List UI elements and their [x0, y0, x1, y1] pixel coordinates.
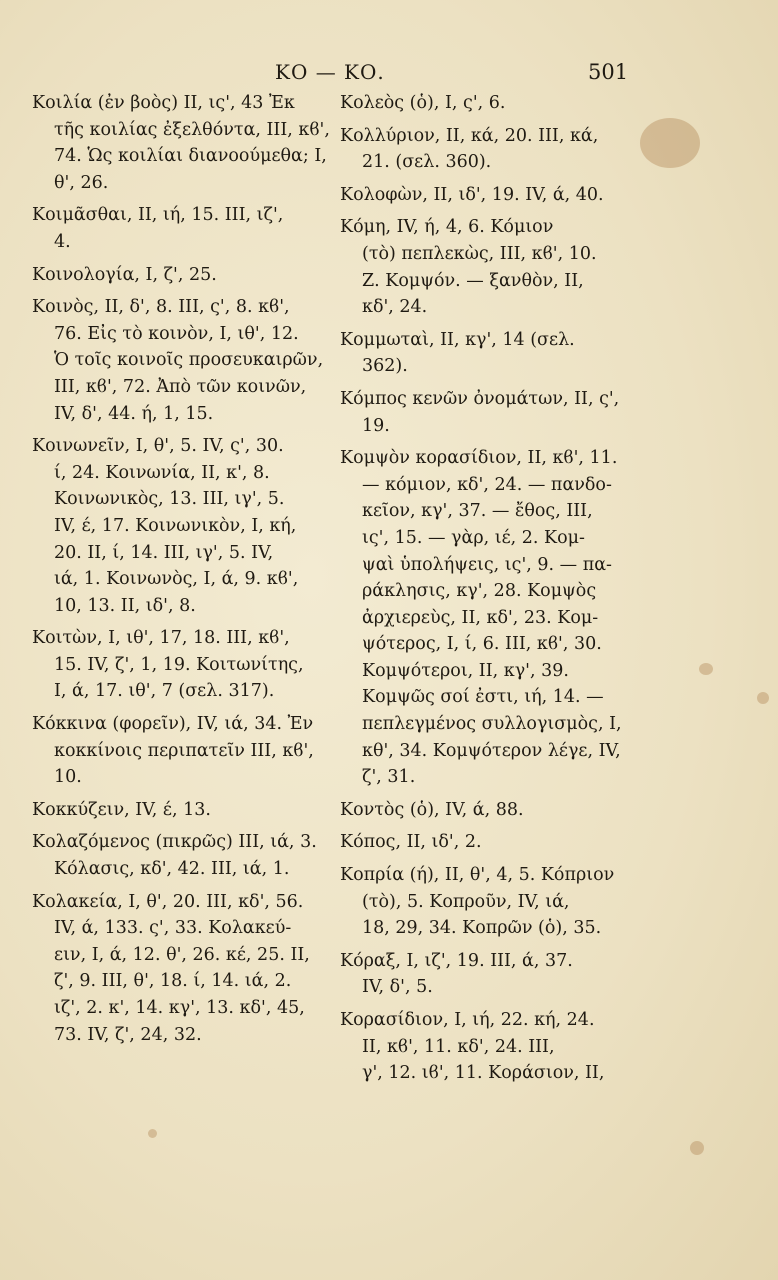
entry-line: 15. IV, ζ', 1, 19. Κοιτωνίτης, — [54, 654, 304, 675]
entry-line: Κοινολογία, I, ζ', 25. — [32, 264, 217, 285]
entry-line: IV, δ', 44. ή, 1, 15. — [54, 403, 214, 424]
entry-line: Κόκκινα (φορεῖν), IV, ιά, 34. Ἐν — [32, 714, 314, 735]
entry-line: Κολλύριον, II, κά, 20. III, κά, — [340, 125, 599, 146]
entry-line: Κολεὸς (ὁ), I, ς', 6. — [340, 93, 506, 113]
entry-line: ψαὶ ὑπολήψεις, ις', 9. — πα- — [362, 554, 612, 575]
entry-line: Κόμη, IV, ή, 4, 6. Κόμιον — [340, 217, 554, 238]
entry-line: ί, 24. Κοινωνία, II, κ', 8. — [54, 462, 270, 483]
entry-line: IV, έ, 17. Κοινωνικὸν, I, κή, — [54, 515, 297, 536]
index-entry — [32, 202, 322, 255]
entry-line: III, κϐ', 72. Ἀπὸ τῶν κοινῶν, — [54, 376, 307, 397]
index-entry — [340, 123, 630, 176]
index-entry — [32, 294, 322, 427]
entry-line: ζ', 31. — [362, 767, 416, 788]
index-entry — [32, 889, 322, 1049]
entry-line: ψότερος, I, ί, 6. III, κϐ', 30. — [362, 634, 602, 655]
entry-line: κδ', 24. — [362, 297, 428, 318]
entry-line: Κολοφὼν, II, ιδ', 19. IV, ά, 40. — [340, 184, 604, 205]
entry-line: Κόμπος κενῶν ὀνομάτων, II, ς', — [340, 388, 620, 409]
entry-line: 4. — [54, 231, 71, 252]
entry-line: ις', 15. — γὰρ, ιέ, 2. Κομ- — [362, 527, 585, 548]
paper-stain — [757, 692, 769, 704]
entry-line: 21. (σελ. 360). — [362, 152, 492, 173]
index-entry — [340, 214, 630, 320]
entry-line: II, κϐ', 11. κδ', 24. III, — [362, 1036, 555, 1057]
index-entry — [340, 445, 630, 791]
entry-line: Κοιλία (ἐν βοὸς) II, ις', 43 Ἐκ — [32, 93, 295, 113]
entry-line: IV, ά, 133. ς', 33. Κολακεύ- — [54, 918, 292, 939]
entry-line: 10. — [54, 767, 82, 788]
entry-line: ράκλησις, κγ', 28. Κομψὸς — [362, 581, 597, 602]
index-entry — [32, 262, 322, 289]
entry-line: Κόραξ, I, ιζ', 19. III, ά, 37. — [340, 950, 573, 971]
index-entry — [32, 90, 330, 196]
entry-line: Κόπος, II, ιδ', 2. — [340, 832, 482, 853]
left-column — [32, 90, 330, 1054]
entry-line: κθ', 34. Κομψότερον λέγε, IV, — [362, 740, 621, 761]
entry-line: ειν, I, ά, 12. θ', 26. κέ, 25. II, — [54, 944, 310, 965]
index-entry — [340, 327, 630, 380]
entry-line: κεῖον, κγ', 37. — ἔθος, III, — [362, 501, 593, 522]
index-entry — [32, 829, 322, 882]
entry-line: (τὸ), 5. Κοπροῦν, IV, ιά, — [362, 891, 570, 912]
entry-line: Κοιτὼν, I, ιθ', 17, 18. III, κϐ', — [32, 628, 290, 649]
entry-line: Ζ. Κομψόν. — ξανθὸν, II, — [362, 270, 584, 291]
entry-line: I, ά, 17. ιθ', 7 (σελ. 317). — [54, 681, 275, 702]
index-entry — [32, 625, 322, 705]
entry-line: Κοινωνεῖν, I, θ', 5. IV, ς', 30. — [32, 436, 284, 457]
index-entry — [340, 862, 630, 942]
index-entry — [340, 90, 630, 117]
paper-stain — [699, 663, 713, 675]
entry-line: γ', 12. ιϐ', 11. Κοράσιον, II, — [362, 1063, 605, 1084]
paper-stain — [690, 1141, 704, 1155]
index-entry — [340, 1007, 630, 1087]
entry-line: Ὁ τοῖς κοινοῖς προσευκαιρῶν, — [54, 350, 324, 371]
entry-line: ιά, 1. Κοινωνὸς, I, ά, 9. κϐ', — [54, 569, 299, 590]
entry-line: Κοιμᾶσθαι, II, ιή, 15. III, ιζ', — [32, 205, 284, 226]
entry-line: 19. — [362, 415, 390, 436]
index-entry — [340, 386, 630, 439]
page-number: 501 — [588, 60, 629, 84]
entry-line: θ', 26. — [54, 172, 109, 193]
entry-line: 362). — [362, 356, 408, 377]
entry-line: Κομψὸν κορασίδιον, II, κϐ', 11. — [340, 448, 618, 469]
entry-line: 20. II, ί, 14. III, ιγ', 5. IV, — [54, 542, 274, 563]
entry-line: Κομψότεροι, II, κγ', 39. — [362, 660, 569, 681]
entry-line: ζ', 9. III, θ', 18. ί, 14. ιά, 2. — [54, 971, 292, 992]
entry-line: Κοκκύζειν, IV, έ, 13. — [32, 799, 211, 820]
entry-line: 74. Ὡς κοιλίαι διανοούμεθα; I, — [54, 146, 327, 167]
entry-line: Κοινωνικὸς, 13. III, ιγ', 5. — [54, 489, 285, 510]
running-head: ΚΟ — ΚΟ. — [275, 60, 385, 84]
index-entry — [340, 829, 630, 856]
entry-line: Κολαζόμενος (πικρῶς) III, ιά, 3. — [32, 832, 317, 853]
index-entry — [340, 182, 630, 209]
index-entry — [32, 711, 322, 791]
entry-line: — κόμιον, κδ', 24. — πανδο- — [362, 474, 612, 495]
entry-line: Κόλασις, κδ', 42. III, ιά, 1. — [54, 859, 290, 880]
entry-line: IV, δ', 5. — [362, 977, 433, 998]
entry-line: Κορασίδιον, I, ιή, 22. κή, 24. — [340, 1010, 595, 1030]
page-header — [0, 58, 778, 88]
entry-line: 76. Εἰς τὸ κοινὸν, I, ιθ', 12. — [54, 323, 299, 344]
entry-line: Κοπρία (ή), II, θ', 4, 5. Κόπριον — [340, 865, 615, 886]
paper-stain — [640, 118, 700, 168]
index-entry — [340, 948, 630, 1001]
entry-line: 10, 13. II, ιδ', 8. — [54, 595, 196, 616]
entry-line: Κομμωταὶ, II, κγ', 14 (σελ. — [340, 329, 575, 350]
paper-stain — [148, 1129, 157, 1138]
entry-line: Κομψῶς σοί ἐστι, ιή, 14. — — [362, 687, 604, 708]
entry-line: τῆς κοιλίας ἐξελθόντα, III, κϐ', — [54, 119, 330, 140]
entry-line: κοκκίνοις περιπατεῖν III, κϐ', — [54, 740, 314, 761]
entry-line: (τὸ) πεπλεκὼς, III, κϐ', 10. — [362, 243, 597, 264]
entry-line: Κοινὸς, II, δ', 8. III, ς', 8. κϐ', — [32, 297, 290, 318]
entry-line: Κοντὸς (ὁ), IV, ά, 88. — [340, 799, 524, 820]
right-column — [340, 90, 630, 1093]
index-entry — [340, 797, 630, 824]
index-entry — [32, 797, 322, 824]
index-entry — [32, 433, 322, 619]
entry-line: 18, 29, 34. Κοπρῶν (ὁ), 35. — [362, 918, 602, 939]
entry-line: 73. IV, ζ', 24, 32. — [54, 1024, 202, 1045]
entry-line: πεπλεγμένος συλλογισμὸς, I, — [362, 714, 622, 735]
entry-line: ἀρχιερεὺς, II, κδ', 23. Κομ- — [362, 607, 599, 628]
entry-line: Κολακεία, I, θ', 20. III, κδ', 56. — [32, 891, 304, 912]
entry-line: ιζ', 2. κ', 14. κγ', 13. κδ', 45, — [54, 998, 305, 1018]
